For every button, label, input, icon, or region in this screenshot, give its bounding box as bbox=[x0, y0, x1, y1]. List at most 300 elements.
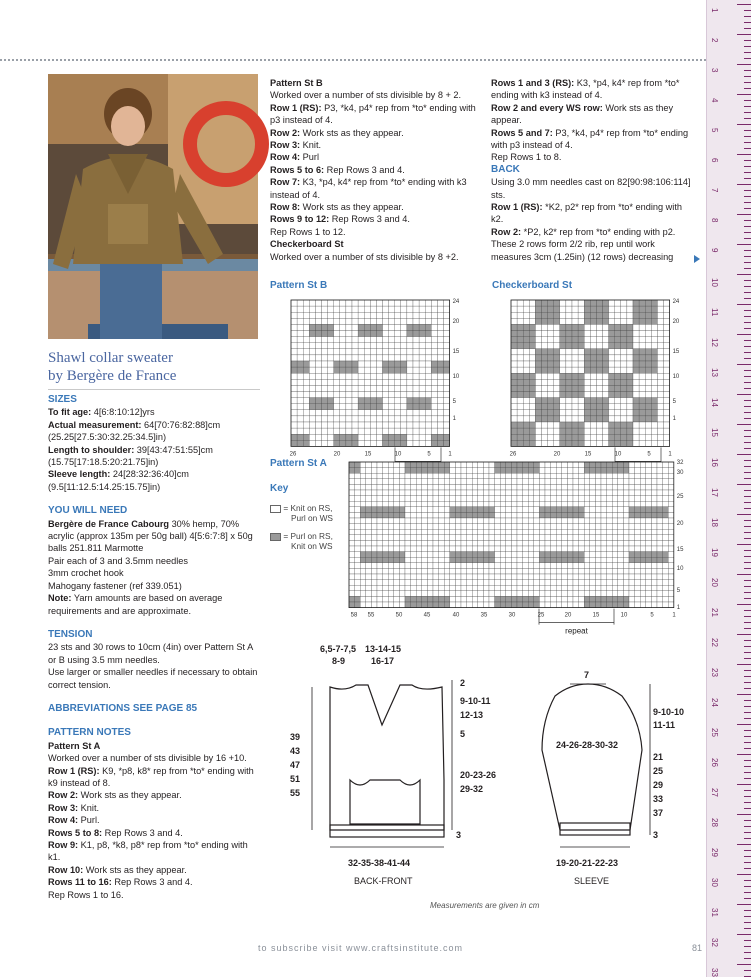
chart-cell bbox=[607, 585, 613, 591]
chart-cell bbox=[297, 440, 303, 446]
chart-cell bbox=[416, 529, 422, 535]
chart-cell bbox=[383, 422, 389, 428]
chart-cell bbox=[371, 524, 377, 530]
chart-cell bbox=[615, 343, 621, 349]
ruler-tick bbox=[744, 370, 751, 371]
chart-cell bbox=[529, 422, 535, 428]
chart-cell bbox=[573, 479, 579, 485]
chart-cell bbox=[556, 557, 562, 563]
chart-cell bbox=[328, 300, 334, 306]
chart-cell bbox=[489, 546, 495, 552]
chart-cell bbox=[352, 343, 358, 349]
chart-cell bbox=[629, 484, 635, 490]
chart-cell bbox=[534, 462, 540, 468]
chart-cell bbox=[401, 398, 407, 404]
chart-cell bbox=[560, 361, 566, 367]
chart-cell bbox=[542, 361, 548, 367]
chart-cell bbox=[349, 596, 355, 602]
chart-cell bbox=[523, 361, 529, 367]
chart-cell bbox=[405, 496, 411, 502]
chart-cell bbox=[383, 585, 389, 591]
chart-cell bbox=[645, 318, 651, 324]
chart-cell bbox=[657, 379, 663, 385]
chart-cell bbox=[395, 355, 401, 361]
chart-cell bbox=[461, 557, 467, 563]
chart-cell bbox=[511, 462, 517, 468]
chart-cell bbox=[506, 596, 512, 602]
chart-cell bbox=[419, 361, 425, 367]
chart-cell bbox=[511, 468, 517, 474]
chart-cell bbox=[595, 524, 601, 530]
chart-cell bbox=[407, 373, 413, 379]
chart-cell bbox=[529, 440, 535, 446]
chart-cell bbox=[439, 501, 445, 507]
dim-right-9: 9-10-11 bbox=[460, 696, 491, 706]
chart-cell bbox=[572, 428, 578, 434]
chart-cell bbox=[500, 462, 506, 468]
chart-cell bbox=[539, 552, 545, 558]
chart-cell bbox=[383, 602, 389, 608]
chart-cell bbox=[572, 300, 578, 306]
chart-cell bbox=[618, 479, 624, 485]
ruler-number: 27 bbox=[710, 788, 719, 797]
chart-cell bbox=[349, 546, 355, 552]
sizes-list bbox=[48, 406, 262, 493]
ruler-tick bbox=[744, 358, 751, 359]
chart-cell bbox=[506, 512, 512, 518]
chart-cell bbox=[657, 398, 663, 404]
ruler-number: 23 bbox=[710, 668, 719, 677]
chart-cell bbox=[346, 312, 352, 318]
chart-cell bbox=[364, 434, 370, 440]
chart-cell bbox=[590, 410, 596, 416]
chart-cell bbox=[433, 468, 439, 474]
chart-cell bbox=[572, 312, 578, 318]
chart-cell bbox=[633, 318, 639, 324]
chart-cell bbox=[472, 552, 478, 558]
chart-cell bbox=[556, 473, 562, 479]
ruler-tick bbox=[737, 634, 751, 635]
chart-cell bbox=[422, 574, 428, 580]
chart-cell bbox=[607, 535, 613, 541]
ruler-tick bbox=[744, 820, 751, 821]
chart-cell bbox=[328, 367, 334, 373]
chart-cell bbox=[535, 385, 541, 391]
chart-cell bbox=[615, 312, 621, 318]
ruler-tick bbox=[737, 274, 751, 275]
chart-cell bbox=[663, 568, 669, 574]
chart-cell bbox=[444, 602, 450, 608]
chart-cell bbox=[609, 404, 615, 410]
chart-cell bbox=[651, 349, 657, 355]
chart-cell bbox=[346, 422, 352, 428]
chart-cell bbox=[523, 312, 529, 318]
chart-cell bbox=[366, 473, 372, 479]
chart-cell bbox=[529, 385, 535, 391]
chart-cell bbox=[551, 507, 557, 513]
chart-cell bbox=[579, 529, 585, 535]
chart-cell bbox=[407, 349, 413, 355]
chart-cell bbox=[566, 379, 572, 385]
chart-cell bbox=[405, 563, 411, 569]
chart-cell bbox=[405, 591, 411, 597]
chart-cell bbox=[590, 355, 596, 361]
row-label: Row 2: bbox=[48, 790, 79, 801]
chart-cell bbox=[657, 507, 663, 513]
chart-cell bbox=[355, 546, 361, 552]
chart-cell bbox=[623, 507, 629, 513]
chart-cell bbox=[427, 546, 433, 552]
ruler-tick bbox=[744, 946, 751, 947]
chart-cell bbox=[657, 535, 663, 541]
chart-cell bbox=[500, 484, 506, 490]
chart-cell bbox=[413, 349, 419, 355]
chart-cell bbox=[615, 355, 621, 361]
chart-cell bbox=[639, 428, 645, 434]
chart-cell bbox=[472, 568, 478, 574]
chart-cell bbox=[663, 602, 669, 608]
chart-cell bbox=[399, 568, 405, 574]
ruler-tick bbox=[744, 478, 751, 479]
chart-cell bbox=[370, 422, 376, 428]
chart-cell bbox=[651, 524, 657, 530]
chart-cell bbox=[607, 563, 613, 569]
chart-cell bbox=[595, 518, 601, 524]
chart-cell bbox=[467, 546, 473, 552]
chart-cell bbox=[366, 484, 372, 490]
chart-cell bbox=[401, 428, 407, 434]
chart-cell bbox=[394, 473, 400, 479]
chart-cell bbox=[517, 602, 523, 608]
chart-cell bbox=[500, 473, 506, 479]
chart-cell bbox=[551, 602, 557, 608]
chart-cell bbox=[383, 300, 389, 306]
chart-cell bbox=[534, 602, 540, 608]
chart-cell bbox=[431, 312, 437, 318]
chart-cell bbox=[517, 490, 523, 496]
chart-cell bbox=[322, 343, 328, 349]
pattern-row-line bbox=[48, 765, 262, 790]
chart-cell bbox=[603, 312, 609, 318]
chart-cell bbox=[627, 379, 633, 385]
chart-cell bbox=[431, 343, 437, 349]
chart-cell bbox=[355, 490, 361, 496]
chart-cell bbox=[578, 404, 584, 410]
chart-cell bbox=[579, 512, 585, 518]
pattern-row-line bbox=[48, 802, 262, 814]
chart-cell bbox=[358, 434, 364, 440]
chart-cell bbox=[395, 367, 401, 373]
chart-cell bbox=[383, 318, 389, 324]
chart-cell bbox=[651, 318, 657, 324]
chart-cell bbox=[646, 585, 652, 591]
chart-cell bbox=[551, 580, 557, 586]
chart-cell bbox=[545, 591, 551, 597]
chart-cell bbox=[371, 462, 377, 468]
chart-cell bbox=[303, 367, 309, 373]
chart-cell bbox=[657, 479, 663, 485]
chart-cell bbox=[413, 410, 419, 416]
ruler-tick bbox=[744, 406, 751, 407]
chart-cell bbox=[472, 518, 478, 524]
ruler-tick bbox=[737, 544, 751, 545]
chart-cell bbox=[401, 300, 407, 306]
chart-cell bbox=[663, 557, 669, 563]
chart-cell bbox=[603, 373, 609, 379]
chart-cell bbox=[601, 507, 607, 513]
chart-cell bbox=[478, 535, 484, 541]
chart-cell bbox=[584, 591, 590, 597]
chart-cell bbox=[399, 462, 405, 468]
chart-cell bbox=[328, 355, 334, 361]
chart-cell bbox=[455, 591, 461, 597]
chart-cell bbox=[389, 385, 395, 391]
chart-cell bbox=[303, 373, 309, 379]
chart-cell bbox=[668, 468, 674, 474]
chart-cell bbox=[590, 535, 596, 541]
chart-cell bbox=[444, 484, 450, 490]
yarn-details: 30% hemp, 70% acrylic (approx 135m per 50g ball) 4[5:6:7:8] x 50g balls 251.811 Marmotte bbox=[48, 518, 253, 554]
chart-cell bbox=[291, 416, 297, 422]
chart-cell bbox=[609, 343, 615, 349]
chart-cell bbox=[603, 349, 609, 355]
chart-cell bbox=[573, 518, 579, 524]
chart-cell bbox=[411, 512, 417, 518]
chart-cell bbox=[554, 300, 560, 306]
chart-cell bbox=[427, 552, 433, 558]
chart-cell bbox=[439, 468, 445, 474]
chart-cell bbox=[334, 318, 340, 324]
chart-cell bbox=[657, 591, 663, 597]
chart-cell bbox=[455, 462, 461, 468]
chart-cell bbox=[657, 563, 663, 569]
chart-cell bbox=[529, 318, 535, 324]
chart-cell bbox=[607, 546, 613, 552]
chart-cell bbox=[399, 596, 405, 602]
chart-cell bbox=[394, 552, 400, 558]
chart-cell bbox=[566, 361, 572, 367]
chart-cell bbox=[596, 410, 602, 416]
chart-cell bbox=[590, 518, 596, 524]
chart-cell bbox=[309, 428, 315, 434]
chart-cell bbox=[534, 546, 540, 552]
chart-cell bbox=[388, 596, 394, 602]
chart-cell bbox=[603, 398, 609, 404]
chart-cell bbox=[399, 512, 405, 518]
chart-cell bbox=[615, 373, 621, 379]
chart-cell bbox=[663, 596, 669, 602]
chart-cell bbox=[346, 343, 352, 349]
chart-cell bbox=[572, 404, 578, 410]
chart-cell bbox=[360, 585, 366, 591]
column-right bbox=[491, 77, 691, 263]
abbreviations-heading: ABBREVIATIONS SEE PAGE 85 bbox=[48, 702, 198, 714]
chart-cell bbox=[376, 343, 382, 349]
pattern-row-line bbox=[48, 889, 262, 901]
chart-cell bbox=[297, 331, 303, 337]
chart-cell bbox=[472, 591, 478, 597]
ruler-tick bbox=[744, 160, 751, 161]
chart-cell bbox=[556, 535, 562, 541]
chart-cell bbox=[657, 557, 663, 563]
chart-cell bbox=[413, 434, 419, 440]
chart-cell bbox=[523, 580, 529, 586]
chart-cell bbox=[529, 410, 535, 416]
ruler-tick bbox=[744, 550, 751, 551]
chart-col-number: 58 bbox=[350, 612, 358, 619]
chart-cell bbox=[657, 501, 663, 507]
chart-cell bbox=[584, 540, 590, 546]
chart-cell bbox=[663, 546, 669, 552]
chart-cell bbox=[472, 557, 478, 563]
chart-cell bbox=[422, 546, 428, 552]
chart-row-number: 15 bbox=[676, 547, 684, 553]
chart-cell bbox=[395, 410, 401, 416]
chart-cell bbox=[315, 404, 321, 410]
chart-cell bbox=[645, 300, 651, 306]
chart-cell bbox=[377, 552, 383, 558]
chart-cell bbox=[407, 324, 413, 330]
chart-cell bbox=[467, 518, 473, 524]
chart-cell bbox=[657, 373, 663, 379]
chart-cell bbox=[489, 484, 495, 490]
chart-cell bbox=[411, 546, 417, 552]
chart-cell bbox=[431, 434, 437, 440]
chart-cell bbox=[422, 501, 428, 507]
ruler-tick bbox=[744, 676, 751, 677]
chart-cell bbox=[567, 496, 573, 502]
chart-cell bbox=[534, 552, 540, 558]
chart-cell bbox=[297, 428, 303, 434]
ruler-tick bbox=[744, 880, 751, 881]
ruler-number: 19 bbox=[710, 548, 719, 557]
chart-cell bbox=[545, 602, 551, 608]
chart-cell bbox=[364, 355, 370, 361]
chart-cell bbox=[297, 392, 303, 398]
chart-cell bbox=[645, 434, 651, 440]
chart-cell bbox=[472, 546, 478, 552]
chart-cell bbox=[618, 529, 624, 535]
chart-cell bbox=[389, 373, 395, 379]
chart-cell bbox=[545, 552, 551, 558]
chart-cell bbox=[349, 602, 355, 608]
chart-row-number: 20 bbox=[452, 319, 460, 325]
chart-cell bbox=[455, 501, 461, 507]
chart-cell bbox=[545, 496, 551, 502]
chart-cell bbox=[309, 434, 315, 440]
chart-cell bbox=[472, 540, 478, 546]
ruler-tick bbox=[744, 910, 751, 911]
chart-cell bbox=[388, 585, 394, 591]
chart-cell bbox=[450, 580, 456, 586]
ruler-tick bbox=[744, 58, 751, 59]
chart-cell bbox=[595, 591, 601, 597]
chart-cell bbox=[651, 410, 657, 416]
chart-cell bbox=[551, 462, 557, 468]
row-label: Length to shoulder: bbox=[48, 444, 135, 455]
chart-cell bbox=[303, 410, 309, 416]
chart-cell bbox=[355, 529, 361, 535]
chart-cell bbox=[621, 422, 627, 428]
chart-cell bbox=[651, 434, 657, 440]
chart-cell bbox=[371, 552, 377, 558]
chart-cell bbox=[590, 574, 596, 580]
chart-cell bbox=[349, 479, 355, 485]
chart-cell bbox=[340, 422, 346, 428]
chart-cell bbox=[407, 331, 413, 337]
chart-cell bbox=[433, 529, 439, 535]
chart-cell bbox=[633, 410, 639, 416]
chart-cell bbox=[615, 392, 621, 398]
chart-cell bbox=[383, 440, 389, 446]
chart-cell bbox=[618, 580, 624, 586]
chart-cell bbox=[371, 568, 377, 574]
chart-cell bbox=[523, 602, 529, 608]
chart-cell bbox=[668, 535, 674, 541]
chart-cell bbox=[621, 343, 627, 349]
chart-cell bbox=[629, 602, 635, 608]
ruler-tick bbox=[744, 706, 751, 707]
chart-col-number: 25 bbox=[537, 612, 545, 619]
chart-cell bbox=[511, 373, 517, 379]
chart-cell bbox=[523, 568, 529, 574]
chart-cell bbox=[601, 557, 607, 563]
ruler-tick bbox=[744, 712, 751, 713]
chart-cell bbox=[394, 591, 400, 597]
pattern-row-line bbox=[270, 176, 482, 201]
chart-cell bbox=[455, 568, 461, 574]
chart-cell bbox=[450, 468, 456, 474]
chart-cell bbox=[425, 343, 431, 349]
chart-cell bbox=[364, 367, 370, 373]
chart-cell bbox=[618, 473, 624, 479]
ruler-tick bbox=[737, 4, 751, 5]
chart-cell bbox=[364, 392, 370, 398]
chart-cell bbox=[529, 398, 535, 404]
chart-cell bbox=[419, 373, 425, 379]
chart-cell bbox=[483, 591, 489, 597]
chart-row-number: 1 bbox=[452, 416, 456, 422]
chart-cell bbox=[664, 440, 670, 446]
chart-cell bbox=[360, 468, 366, 474]
chart-cell bbox=[668, 524, 674, 530]
chart-cell bbox=[405, 580, 411, 586]
chart-cell bbox=[567, 574, 573, 580]
dim-top-b2: 16-17 bbox=[371, 656, 395, 666]
chart-cell bbox=[366, 557, 372, 563]
chart-cell bbox=[419, 349, 425, 355]
chart-cell bbox=[399, 580, 405, 586]
chart-cell bbox=[489, 479, 495, 485]
chart-cell bbox=[383, 507, 389, 513]
chart-cell bbox=[651, 496, 657, 502]
chart-cell bbox=[467, 524, 473, 530]
chart-cell bbox=[596, 331, 602, 337]
ruler-number: 9 bbox=[710, 248, 719, 253]
chart-cell bbox=[467, 496, 473, 502]
chart-cell bbox=[366, 591, 372, 597]
chart-cell bbox=[467, 501, 473, 507]
ruler-tick bbox=[744, 826, 751, 827]
chart-cell bbox=[422, 507, 428, 513]
chart-cell bbox=[431, 337, 437, 343]
ruler-tick bbox=[737, 394, 751, 395]
chart-cell bbox=[371, 535, 377, 541]
chart-cell bbox=[627, 324, 633, 330]
chart-cell bbox=[556, 490, 562, 496]
chart-cell bbox=[377, 563, 383, 569]
chart-cell bbox=[566, 349, 572, 355]
